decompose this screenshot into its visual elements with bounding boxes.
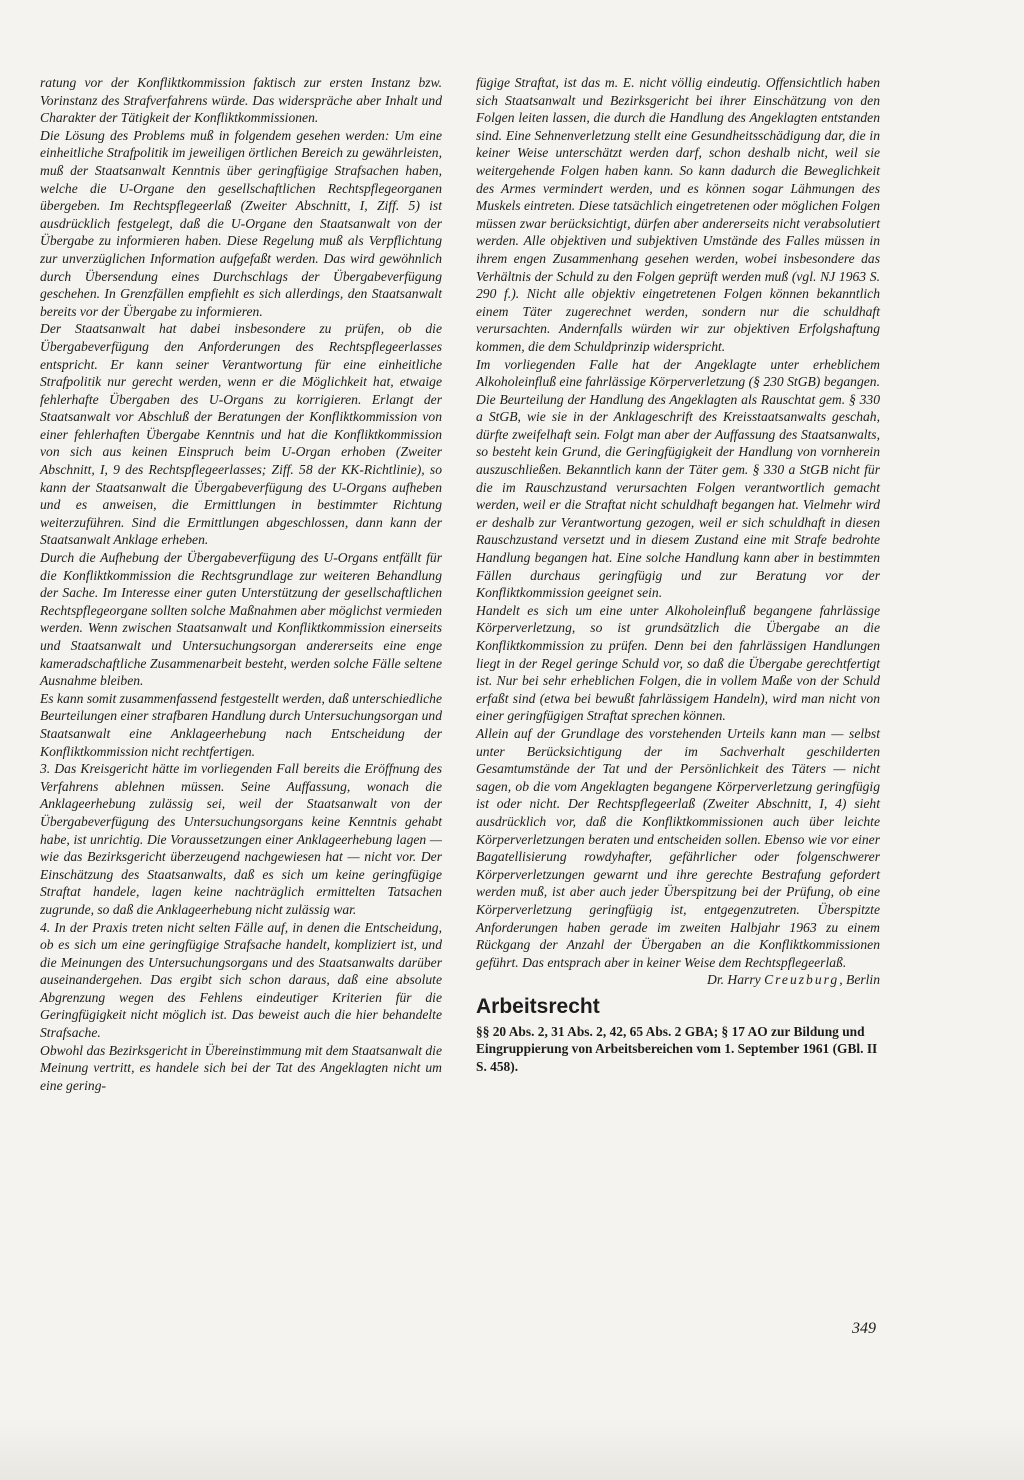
paragraph: ratung vor der Konfliktkommission faktisch zur ersten Instanz bzw. Vorinstanz des Strafverfahrens würde. Das widerspräche aber Inhalt und Charakter der Tätigkeit der Konfliktkommissionen. — [40, 75, 442, 126]
paragraph: 4. In der Praxis treten nicht selten Fälle auf, in denen die Entscheidung, ob es sich um eine geringfügige Strafsache handelt, kompliziert ist, und die Meinungen des Untersuchungsorgans und des Staatsanwalts darüber auseinandergehen. Das ergibt sich schon daraus, daß eine absolute Abgrenzung wegen des Fehlens eindeutiger Kriterien für die Geringfügigkeit nicht möglich ist. Das beweist auch die hier behandelte Strafsache. — [40, 919, 442, 1041]
author-signature — [476, 971, 880, 989]
signature-prefix: Dr. Harry — [707, 972, 761, 988]
page-edge-shading — [0, 1420, 1024, 1480]
signature-suffix: , Berlin — [839, 972, 880, 988]
paragraph: Durch die Aufhebung der Übergabeverfügung des U-Organs entfällt für die Konfliktkommission die Rechtsgrundlage zur weiteren Behandlung der Sache. Im Interesse einer guten Unterstützung der gesellschaftlichen Rechtspflegeorgane sollten solche Maßnahmen aber möglichst vermieden werden. Wenn zwischen Staatsanwalt und Konfliktkommission einerseits und Staatsanwalt und Untersuchungsorgan andererseits eine enge kameradschaftliche Zusammenarbeit besteht, werden solche Fälle seltene Ausnahme bleiben. — [40, 550, 442, 689]
paragraph: Der Staatsanwalt hat dabei insbesondere zu prüfen, ob die Übergabeverfügung den Anforderungen des Rechtspflegeerlasses entspricht. Er kann seiner Verantwortung für eine einheitliche Strafpolitik nur gerecht werden, wenn er die Möglichkeit hat, etwaige fehlerhafte Übergaben des U-Organs zu korrigieren. Erlangt der Staatsanwalt vor Abschluß der Beratungen der Konfliktkommission von einer fehlerhaften Übergabe Kenntnis und hat die Konfliktkommission von sich aus keinen Einspruch beim U-Organ erhoben (Zweiter Abschnitt, I, 9 des Rechtspflegeerlasses; Ziff. 58 der KK-Richtlinie), so kann der Staatsanwalt die Übergabeverfügung des U-Organs aufheben und es anweisen, die Ermittlungen in bestimmter Richtung weiterzuführen. Sind die Ermittlungen abgeschlossen, dann kann der Staatsanwalt Anklage erheben. — [40, 321, 442, 548]
paragraph: fügige Straftat, ist das m. E. nicht völlig eindeutig. Offensichtlich haben sich Staatsanwalt und Bezirksgericht bei ihrer Einschätzung von den Folgen leiten lassen, die durch die Handlung des Angeklagten entstanden sind. Eine Sehnenverletzung stellt eine Gesundheitsschädigung dar, die in keiner Weise unterschätzt werden darf, schon deshalb nicht, weil sie weitergehende Folgen haben kann. So kann dadurch die Beweglichkeit des Armes vermindert werden, und es können sogar Lähmungen des Muskels eintreten. Diese tatsächlich eingetretenen oder möglichen Folgen müssen zwar berücksichtigt, dürfen aber andererseits nicht verabsolutiert werden. Alle objektiven und subjektiven Umstände des Falles müssen in ihrem engen Zusammenhang gesehen werden, wobei insbesondere das Verhältnis der Schuld zu den Folgen geprüft werden muß (vgl. NJ 1963 S. 290 f.). Nicht alle objektiv eingetretenen Folgen können bekanntlich einem Täter zugerechnet werden, sondern nur die schuldhaft verursachten. Andernfalls würden wir zur objektiven Erfolgshaftung kommen, die dem Schuldprinzip widerspricht. — [476, 75, 880, 354]
paragraph: Allein auf der Grundlage des vorstehenden Urteils kann man — selbst unter Berücksichtigung der im Sachverhalt geschilderten Gesamtumstände der Tat und der Persönlichkeit des Täters — nicht sagen, ob die vom Angeklagten begangene Körperverletzung geringfügig ist oder nicht. Der Rechtspflegeerlaß (Zweiter Abschnitt, I, 4) sieht ausdrücklich vor, daß die Konfliktkommissionen auch über leichte Körperverletzungen beraten und entscheiden sollen. Ebenso wie vor einer Bagatellisierung rowdyhafter, gefährlicher oder folgenschwerer Körperverletzungen gewarnt und ihre gerechte Bestrafung gefordert werden muß, ist aber auch jeder Überspitzung bei der Prüfung, ob eine Körperverletzung geringfügig ist, entgegenzutreten. Überspitzte Anforderungen haben gerade im zweiten Halbjahr 1963 zu einem Rückgang der Anzahl der Übergaben an die Konfliktkommissionen geführt. Das entsprach aber in keiner Weise dem Rechtspflegeerlaß. — [476, 725, 880, 970]
section-heading: Arbeitsrecht — [476, 994, 600, 1018]
paragraph: Die Lösung des Problems muß in folgendem gesehen werden: Um eine einheitliche Strafpolitik im jeweiligen örtlichen Bereich zu gewährleisten, muß der Staatsanwalt Kenntnis über geringfügige Strafsachen haben, welche die U-Organe den gesellschaftlichen Rechtspflegeorganen übergeben. Im Rechtspflegeerlaß (Zweiter Abschnitt, I, Ziff. 5) ist ausdrücklich festgelegt, daß die U-Organe den Staatsanwalt von der Übergabe zu informieren haben. Diese Regelung muß als Verpflichtung zur unverzüglichen Information aufgefaßt werden. Das wird gewöhnlich durch Übersendung eines Durchschlags der Übergabeverfügung geschehen. In Grenzfällen empfiehlt es sich allerdings, den Staatsanwalt bereits vor der Übergabe zu informieren. — [40, 127, 442, 319]
paragraph: Obwohl das Bezirksgericht in Übereinstimmung mit dem Staatsanwalt die Meinung vertritt, es handele sich bei der Tat des Angeklagten nicht um eine gering- — [40, 1042, 442, 1093]
paragraph: 3. Das Kreisgericht hätte im vorliegenden Fall bereits die Eröffnung des Verfahrens ablehnen müssen. Seine Auffassung, wonach die Anklageerhebung zulässig sei, weil der Staatsanwalt von der Übergabeverfügung des Untersuchungsorgans keine Kenntnis gehabt habe, ist unrichtig. Die Voraussetzungen einer Anklageerhebung lagen — wie das Bezirksgericht überzeugend nachgewiesen hat — nicht vor. Der Einschätzung des Staatsanwalts, daß es sich um keine geringfügige Straftat handele, lagen keine nachträglich ermittelten Tatsachen zugrunde, so daß die Anklageerhebung nicht zulässig war. — [40, 761, 442, 917]
left-column — [40, 74, 442, 1094]
paragraph: Handelt es sich um eine unter Alkoholeinfluß begangene fahrlässige Körperverletzung, so ist grundsätzlich die Übergabe an die Konfliktkommission zu prüfen. Denn bei den fahrlässigen Handlungen liegt in der Regel geringe Schuld vor, so daß die Übergabe gerechtfertigt ist. Nur bei sehr erheblichen Folgen, die in vollem Maße von der Schuld erfaßt sind (etwa bei bewußt fahrlässigem Handeln), wird man nicht von einer geringfügigen Straftat sprechen können. — [476, 602, 880, 724]
paragraph: Es kann somit zusammenfassend festgestellt werden, daß unterschiedliche Beurteilungen einer strafbaren Handlung durch Untersuchungsorgan und Staatsanwalt eine Anklageerhebung nach Entscheidung der Konfliktkommission nicht rechtfertigen. — [40, 690, 442, 759]
right-column — [476, 74, 880, 1076]
paragraph: Im vorliegenden Falle hat der Angeklagte unter erheblichem Alkoholeinfluß eine fahrlässige Körperverletzung (§ 230 StGB) begangen. Die Beurteilung der Handlung des Angeklagten als Rauschtat gem. § 330 a StGB, wie sie in der Anklageschrift des Kreisstaatsanwalts geschah, dürfte zweifelhaft sein. Folgt man aber der Auffassung des Staatsanwalts, so besteht kein Grund, die Geringfügigkeit der Handlung von vornherein auszuschließen. Bekanntlich kann der Täter gem. § 330 a StGB nicht für die im Rauschzustand verursachten Folgen verantwortlich gemacht werden, weil er die Straftat nicht schuldhaft begangen hat. Vielmehr wird er deshalb zur Verantwortung gezogen, weil er sich schuldhaft in diesen Rauschzustand versetzt und in diesem Zustand eine mit Strafe bedrohte Handlung begangen hat. Eine solche Handlung kann aber in bestimmten Fällen durchaus geringfügig und zur Beratung vor der Konfliktkommission geeignet sein. — [476, 356, 880, 601]
page-number: 349 — [852, 1320, 876, 1337]
signature-name: Creuzburg — [764, 972, 840, 988]
law-reference: §§ 20 Abs. 2, 31 Abs. 2, 42, 65 Abs. 2 GBA; § 17 AO zur Bildung und Eingruppierung von Arbeitsbereichen vom 1. September 1961 (GBl. II S. 458). — [476, 1023, 878, 1075]
